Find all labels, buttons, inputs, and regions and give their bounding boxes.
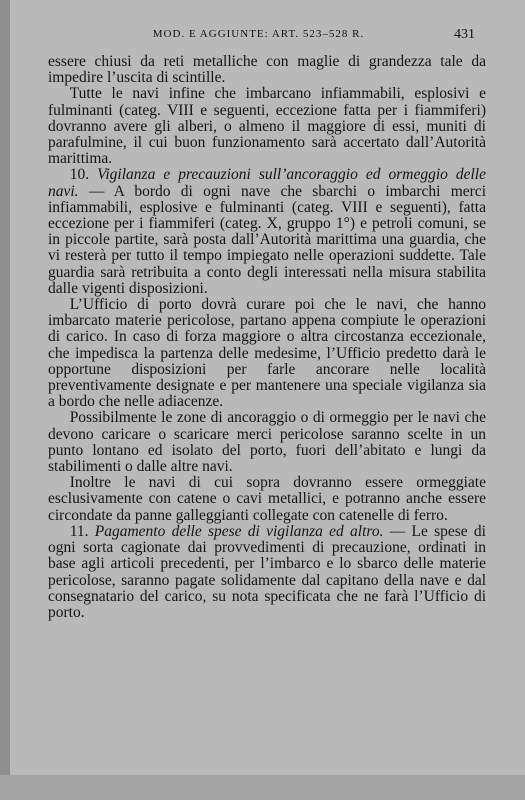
page-bottom-margin bbox=[0, 775, 525, 800]
page-number: 431 bbox=[454, 27, 475, 42]
paragraph-text: L’Ufficio di porto dovrà curare poi che le navi, che hanno imbarcato materie pericolose, partano appena compiute le operazioni di carico. In caso di forza maggiore o altra circostanza eccezionale, che impedisca la partenza delle medesime, l’Ufficio predetto darà le opportune disposizioni per farle ancorare nelle località preventivamente designate e per mantenere una speciale vigilanza sia a bordo che nelle adiacenze. bbox=[48, 296, 486, 411]
paragraph-continued bbox=[48, 54, 486, 86]
paragraph-text: essere chiusi da reti metalliche con maglie di grandezza tale da impedire l’uscita di scintille. bbox=[48, 53, 486, 87]
paragraph bbox=[48, 475, 486, 524]
section-heading: Pagamento delle spese di vigilanza ed altro. bbox=[94, 522, 384, 540]
paragraph-text: — Le spese di ogni sorta cagionate dai provvedimenti di precauzione, ordinati in base agli articoli precedenti, per l’imbarco e lo sbarco delle materie pericolose, saranno pagate solidamente dal capitano della nave e dal consegnatario del carico, su nota specificata che ne farà l’Ufficio di porto. bbox=[48, 522, 486, 621]
paragraph-text: Tutte le navi infine che imbarcano infiammabili, esplosivi e fulminanti (categ. VIII e seguenti, eccezione fatta per i fiammiferi) dovranno avere gli alberi, o almeno il maggiore di essi, muniti di parafulmine, il cui buon funzionamento sarà accertato dall’Autorità marittima. bbox=[48, 85, 486, 168]
section-number: 10. bbox=[69, 166, 90, 184]
section-10 bbox=[48, 167, 486, 297]
paragraph bbox=[48, 297, 486, 410]
running-header bbox=[42, 28, 475, 46]
paragraph bbox=[48, 86, 486, 167]
paragraph bbox=[48, 410, 486, 475]
paragraph-text: Inoltre le navi di cui sopra dovranno essere ormeggiate esclusivamente con catene o cavi metallici, e potranno anche essere circondate da panne galleggianti collegate con catenelle di ferro. bbox=[48, 474, 486, 524]
paragraph-text: — A bordo di ogni nave che sbarchi o imbarchi merci infiammabili, esplosive e fulminanti (categ. VIII e seguenti), fatta eccezione per i fiammiferi (categ. X, gruppo 1°) e petroli comuni, se in piccole partite, sarà posta dall’Autorità marittima una guardia, che vi resterà per tutto il tempo impiegato nelle operazioni suddette. Tale guardia sarà retribuita a conto degli interessati nella misura stabilita dalle vigenti disposizioni. bbox=[48, 182, 486, 297]
page-body bbox=[48, 54, 486, 621]
section-number: 11. bbox=[69, 522, 89, 540]
page-gutter-shadow bbox=[0, 0, 10, 800]
section-11 bbox=[48, 524, 486, 621]
paragraph-text: Possibilmente le zone di ancoraggio o di ormeggio per le navi che devono caricare o scaricare merci pericolose saranno scelte in un punto lontano ed isolato del porto, fuori dell’abitato e lungi da stabilimenti o dalle altre navi. bbox=[48, 409, 486, 476]
section-heading: Vigilanza e precauzioni sull’ancoraggio ed ormeggio delle navi. bbox=[48, 166, 486, 200]
running-title: MOD. E AGGIUNTE: ART. 523–528 R. bbox=[152, 28, 365, 40]
